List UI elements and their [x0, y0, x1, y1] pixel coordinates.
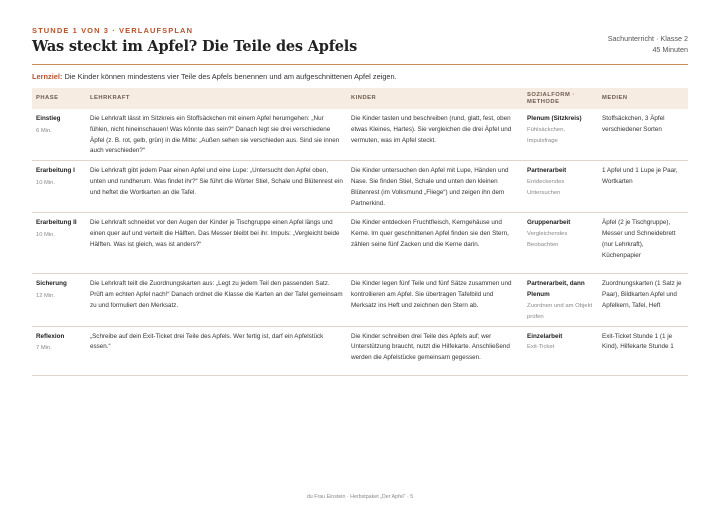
media-cell: 1 Apfel und 1 Lupe je Paar, Wortkarten [598, 161, 688, 213]
page-footer: du Frau Einstein · Herbstpaket „Der Apfel“ · 5 [306, 494, 414, 500]
social-form-cell [523, 109, 598, 161]
phase-name: Reflexion [36, 332, 65, 340]
lesson-plan-page [32, 26, 688, 376]
teacher-cell: Die Lehrkraft teilt die Zuordnungskarten aus: „Legt zu jedem Teil den passenden Satz. Prüft am echten Apfel nach!“ Danach ordnet die Klasse die Karten an der Tafel gemeinsam zu und formuliert den Merksatz. [86, 274, 347, 326]
teacher-cell: Die Lehrkraft lässt im Sitzkreis ein Stoffsäckchen mit einem Apfel herumgehen: „Nur fühlen, nicht hineinschauen! Was könnte das sein?“ Danach legt sie drei verschiedene Äpfel (z. B. rot, gelb, grün) in die Mitte: „Außen sehen sie verschieden aus. Sind sie innen auch verschieden?“ [86, 109, 347, 161]
column-header-phase: PHASE [32, 88, 86, 109]
social-form: Plenum (Sitzkreis) [527, 115, 582, 122]
table-row [32, 326, 688, 375]
media-cell: Äpfel (2 je Tischgruppe), Messer und Schneidebrett (nur Lehrkraft), Küchenpapier [598, 213, 688, 274]
subject-grade: Sachunterricht · Klasse 2 [607, 34, 688, 43]
phase-cell [32, 109, 86, 161]
children-cell: Die Kinder entdecken Fruchtfleisch, Kerngehäuse und Kerne. Im quer geschnittenen Apfel finden sie den Stern, zählen seine fünf Zacken und die Kerne darin. [347, 213, 523, 274]
media-cell: Stoffsäckchen, 3 Äpfel verschiedener Sorten [598, 109, 688, 161]
table-row [32, 161, 688, 213]
media-cell: Zuordnungskarten (1 Satz je Paar), Bildkarten Apfel und Apfelkern, Tafel, Heft [598, 274, 688, 326]
learning-objective [32, 72, 688, 81]
column-header-social-form: SOZIALFORM · METHODE [523, 88, 598, 109]
method: Zuordnen und am Objekt prüfen [527, 302, 593, 320]
phase-cell [32, 274, 86, 326]
objective-label: Lernziel: [32, 72, 63, 81]
method: Entdeckendes Untersuchen [527, 178, 565, 196]
table-row [32, 213, 688, 274]
method: Exit-Ticket [527, 344, 555, 351]
lesson-eyebrow: STUNDE 1 VON 3 · VERLAUFSPLAN [32, 26, 194, 35]
phase-duration: 10 Min. [36, 179, 56, 186]
column-header-media: MEDIEN [598, 88, 688, 109]
lesson-duration: 45 Minuten [652, 45, 688, 54]
social-form: Partnerarbeit, dann Plenum [527, 280, 585, 299]
page-header [32, 26, 688, 62]
phase-name: Erarbeitung II [36, 219, 77, 227]
page-title: Was steckt im Apfel? Die Teile des Apfels [32, 38, 358, 55]
phase-cell [32, 213, 86, 274]
social-form: Gruppenarbeit [527, 219, 571, 227]
teacher-cell: Die Lehrkraft schneidet vor den Augen der Kinder je Tischgruppe einen Apfel längs und einen quer auf und verteilt die Hälften. Das Messer bleibt bei ihr. Impuls: „Vergleicht beide Hälften. Was ist gleich, was ist anders?“ [86, 213, 347, 274]
social-form-cell [523, 274, 598, 326]
objective-text: Die Kinder können mindestens vier Teile des Apfels benennen und am aufgeschnittenen Apfel zeigen. [64, 72, 397, 81]
teacher-cell: Die Lehrkraft gibt jedem Paar einen Apfel und eine Lupe: „Untersucht den Apfel oben, unten und rundherum. Was findet ihr?“ Sie führt die Wörter Stiel, Schale und Blütenrest ein und heftet die Wortkarten an die Tafel. [86, 161, 347, 213]
social-form-cell [523, 161, 598, 213]
lesson-plan-table [32, 88, 688, 376]
header-divider [32, 64, 688, 65]
column-header-children: KINDER [347, 88, 523, 109]
phase-cell [32, 326, 86, 375]
teacher-cell: „Schreibe auf dein Exit-Ticket drei Teile des Apfels. Wer fertig ist, darf ein Apfelstück essen.“ [86, 326, 347, 375]
media-cell: Exit-Ticket Stunde 1 (1 je Kind), Hilfekarte Stunde 1 [598, 326, 688, 375]
table-row [32, 109, 688, 161]
phase-cell [32, 161, 86, 213]
social-form: Einzelarbeit [527, 332, 563, 340]
table-header-row [32, 88, 688, 109]
children-cell: Die Kinder untersuchen den Apfel mit Lupe, Händen und Nase. Sie finden Stiel, Schale und unten den kleinen Blütenrest (im Volksmund „Fliege“) und zeigen ihn dem Partnerkind. [347, 161, 523, 213]
children-cell: Die Kinder legen fünf Teile und fünf Sätze zusammen und kontrollieren am Apfel. Sie übertragen Tafelbild und Merksatz ins Heft und zeichnen den Stern ab. [347, 274, 523, 326]
table-row [32, 274, 688, 326]
social-form-cell [523, 326, 598, 375]
phase-duration: 6 Min. [36, 127, 52, 134]
phase-name: Einstieg [36, 115, 61, 122]
method: Fühlsäckchen, Impulsfrage [527, 126, 565, 144]
phase-duration: 7 Min. [36, 345, 52, 352]
children-cell: Die Kinder schreiben drei Teile des Apfels auf; wer Unterstützung braucht, nutzt die Hilfekarte. Anschließend werden die Apfelstücke gemeinsam gegessen. [347, 326, 523, 375]
phase-name: Sicherung [36, 280, 67, 288]
phase-duration: 10 Min. [36, 232, 56, 239]
method: Vergleichendes Beobachten [527, 231, 568, 248]
phase-duration: 12 Min. [36, 293, 56, 300]
social-form: Partnerarbeit [527, 167, 567, 175]
phase-name: Erarbeitung I [36, 167, 75, 175]
children-cell: Die Kinder tasten und beschreiben (rund, glatt, fest, oben etwas Kleines, Hartes). Sie vergleichen die drei Äpfel und vermuten, was im Apfel steckt. [347, 109, 523, 161]
lesson-meta [608, 33, 688, 55]
social-form-cell [523, 213, 598, 274]
column-header-teacher: LEHRKRAFT [86, 88, 347, 109]
